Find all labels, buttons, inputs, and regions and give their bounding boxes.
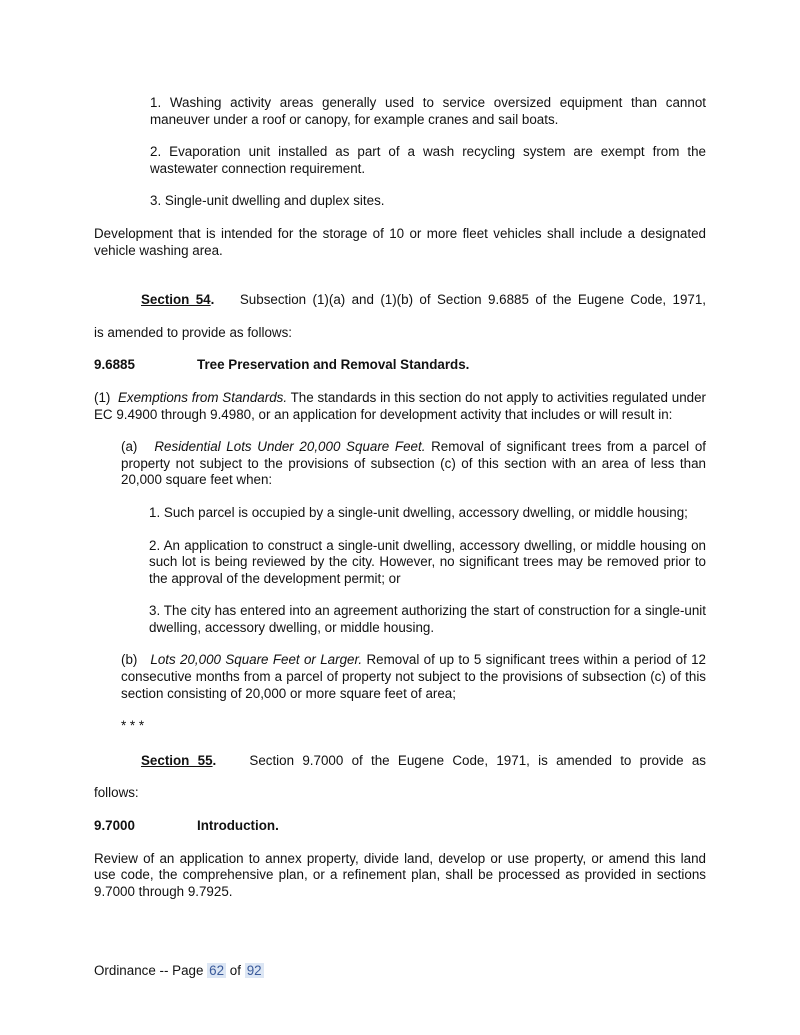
para-b-prefix: (b) bbox=[121, 652, 138, 668]
para-1-text: The standards in this section do not apply to activities regulated under EC 9.4900 through 9.4980, or an application for development activity that includes or will result in: bbox=[94, 389, 706, 422]
heading-9-6885-number: 9.6885 bbox=[94, 357, 135, 373]
large-lots-paragraph bbox=[121, 652, 706, 702]
para-a-text: Removal of significant trees from a parcel of property not subject to the provisions of subsection (c) of this section with an area of less than 20,000 square feet when: bbox=[121, 439, 706, 488]
list-item-single-unit: 3. Single-unit dwelling and duplex sites. bbox=[150, 193, 385, 209]
footer-label: Ordinance -- Page bbox=[94, 963, 204, 978]
review-paragraph: Review of an application to annex property, divide land, develop or use property, or amend this land use code, the comprehensive plan, or a refinement plan, shall be processed as provided in sections 9.7000 through 9.7925. bbox=[94, 850, 706, 899]
list-a-item-1: 1. Such parcel is occupied by a single-unit dwelling, accessory dwelling, or middle housing; bbox=[149, 504, 688, 520]
section-54-text: Subsection (1)(a) and (1)(b) of Section 9.6885 of the Eugene Code, 1971, bbox=[239, 292, 707, 308]
para-b-italic: Lots 20,000 Square Feet or Larger. bbox=[150, 652, 363, 668]
para-b-text: Removal of up to 5 significant trees within a period of 12 consecutive months from a parcel of property not subject to the provisions of subsection (c) of this section consisting of 20,000 or more square feet of area; bbox=[121, 652, 706, 701]
heading-9-7000-number: 9.7000 bbox=[94, 818, 135, 834]
para-a-italic: Residential Lots Under 20,000 Square Feet. bbox=[154, 439, 426, 455]
para-1-prefix: (1) bbox=[94, 389, 111, 405]
section-55-text: Section 9.7000 of the Eugene Code, 1971, is amended to provide as bbox=[249, 752, 706, 768]
section-55-line: Section 55. Section 9.7000 of the Eugene Code, 1971, is amended to provide as bbox=[141, 752, 706, 768]
exemptions-paragraph bbox=[94, 390, 706, 423]
page-footer bbox=[94, 963, 264, 980]
para-1-italic: Exemptions from Standards. bbox=[117, 389, 288, 405]
section-55-continuation: follows: bbox=[94, 785, 139, 801]
section-54-continuation: is amended to provide as follows: bbox=[94, 324, 292, 340]
footer-total-pages: 92 bbox=[246, 963, 262, 978]
asterisks-separator: * * * bbox=[121, 718, 145, 734]
development-paragraph: Development that is intended for the storage of 10 or more fleet vehicles shall include a designated vehicle washing area. bbox=[94, 225, 706, 258]
residential-lots-paragraph bbox=[121, 439, 706, 489]
footer-page-number: 62 bbox=[209, 963, 225, 978]
list-item-evaporation: 2. Evaporation unit installed as part of a wash recycling system are exempt from the wastewater connection requirement. bbox=[150, 144, 706, 176]
footer-of: of bbox=[229, 963, 241, 978]
section-54-label: Section 54 bbox=[141, 292, 211, 308]
list-item-washing: 1. Washing activity areas generally used to service oversized equipment than cannot maneuver under a roof or canopy, for example cranes and sail boats. bbox=[150, 95, 706, 127]
heading-9-6885 bbox=[94, 357, 706, 374]
heading-9-7000 bbox=[94, 818, 706, 835]
heading-9-6885-title: Tree Preservation and Removal Standards. bbox=[197, 357, 470, 373]
section-55-label: Section 55 bbox=[141, 752, 213, 768]
list-a-item-2: 2. An application to construct a single-unit dwelling, accessory dwelling, or middle housing on such lot is being reviewed by the city. However, no significant trees may be removed prior to the approval of the development permit; or bbox=[149, 537, 706, 586]
list-a-item-3: 3. The city has entered into an agreement authorizing the start of construction for a single-unit dwelling, accessory dwelling, or middle housing. bbox=[149, 603, 706, 635]
heading-9-7000-title: Introduction. bbox=[197, 818, 279, 834]
section-54-line: Section 54. Subsection (1)(a) and (1)(b) of Section 9.6885 of the Eugene Code, 1971, bbox=[141, 292, 707, 308]
para-a-prefix: (a) bbox=[121, 439, 138, 455]
